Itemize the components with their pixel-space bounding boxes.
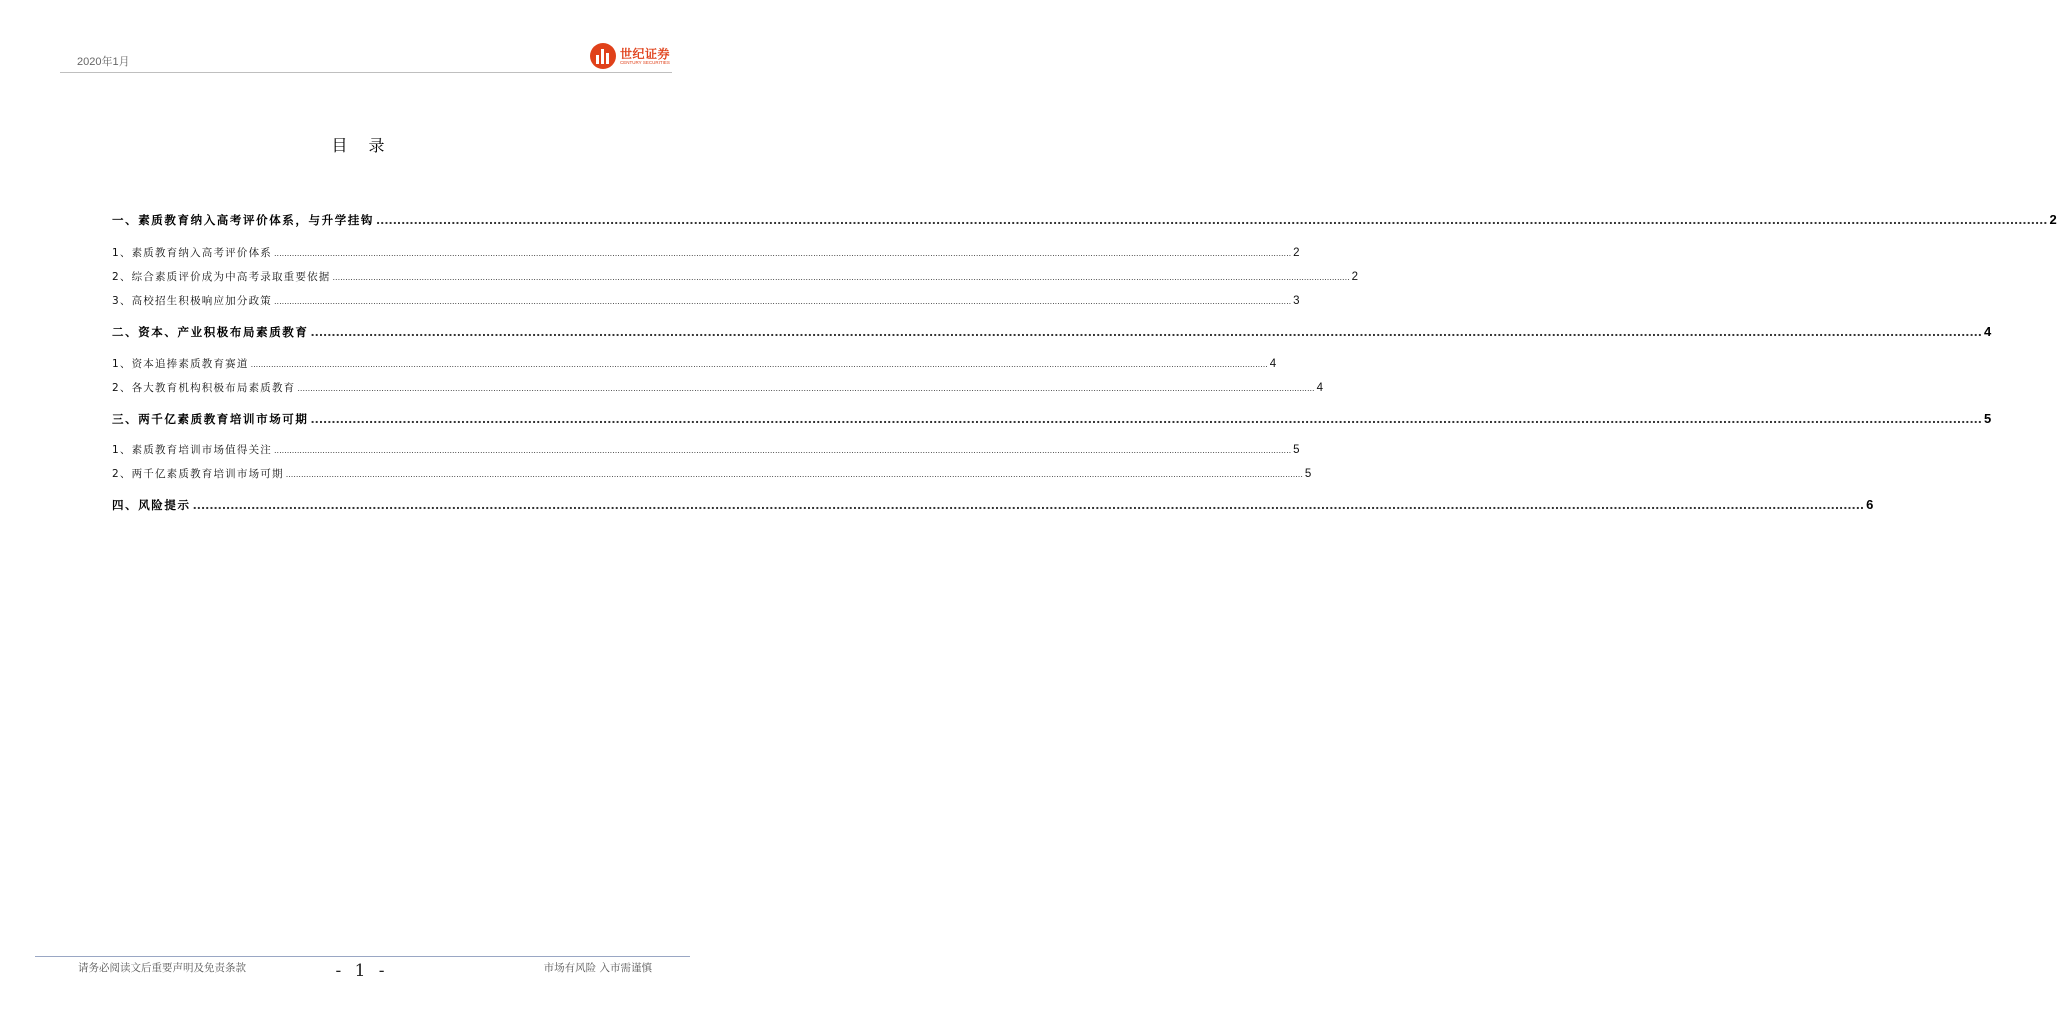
toc-entry-page: 6	[1866, 497, 1874, 512]
toc-entry-label: 2、两千亿素质教育培训市场可期	[112, 468, 284, 480]
toc-entry-page: 3	[1293, 295, 1300, 307]
toc-subsection-entry[interactable]	[112, 380, 1323, 395]
toc-section-entry[interactable]	[112, 324, 1992, 340]
toc-dot-leader: ................................................................................................................................................................................................................................................................................................................................................................................................................	[310, 326, 1982, 339]
toc-entry-label: 2、综合素质评价成为中高考录取重要依据	[112, 271, 331, 283]
logo-subtitle: CENTURY SECURITIES	[620, 60, 670, 65]
toc-entry-page: 5	[1983, 411, 1992, 426]
toc-entry-label: 1、素质教育纳入高考评价体系	[112, 247, 272, 259]
toc-entry-page: 4	[1983, 324, 1992, 339]
toc-section-entry[interactable]	[112, 212, 2057, 228]
toc-dot-leader: ................................................................................................................................................................................................................................................................................................................................................................................................................	[273, 446, 1292, 455]
logo-mark-icon	[590, 43, 616, 69]
toc-entry-label: 3、高校招生积极响应加分政策	[112, 295, 272, 307]
toc-dot-leader: ................................................................................................................................................................................................................................................................................................................................................................................................................	[376, 214, 2048, 227]
toc-entry-page: 5	[1304, 468, 1312, 480]
toc-entry-page: 4	[1316, 382, 1323, 394]
toc-entry-page: 2	[1293, 247, 1300, 259]
toc-entry-page: 2	[2049, 212, 2057, 227]
header-divider	[60, 72, 672, 73]
toc-title: 目 录	[331, 136, 393, 155]
toc-dot-leader: ................................................................................................................................................................................................................................................................................................................................................................................................................	[250, 360, 1268, 369]
toc-entry-page: 4	[1269, 358, 1277, 370]
toc-entry-page: 2	[1351, 271, 1359, 283]
toc-section-entry[interactable]	[112, 497, 1874, 513]
footer-page-number: - 1 -	[335, 961, 389, 981]
toc-entry-label: 三、两千亿素质教育培训市场可期	[112, 412, 309, 426]
toc-subsection-entry[interactable]	[112, 356, 1277, 371]
toc-dot-leader: ................................................................................................................................................................................................................................................................................................................................................................................................................	[273, 249, 1292, 258]
logo-name: 世纪证券	[620, 47, 671, 61]
footer-divider	[35, 956, 690, 957]
toc-dot-leader: ................................................................................................................................................................................................................................................................................................................................................................................................................	[297, 384, 1315, 393]
toc-entry-label: 一、素质教育纳入高考评价体系，与升学挂钩	[112, 213, 374, 227]
toc-subsection-entry[interactable]	[112, 293, 1300, 308]
toc-entry-label: 1、资本追捧素质教育赛道	[112, 358, 249, 370]
toc-dot-leader: ................................................................................................................................................................................................................................................................................................................................................................................................................	[192, 499, 1865, 512]
toc-entry-label: 四、风险提示	[112, 498, 191, 512]
footer-risk-notice: 市场有风险 入市需谨慎	[543, 962, 652, 974]
toc-subsection-entry[interactable]	[112, 442, 1300, 457]
toc-subsection-entry[interactable]	[112, 466, 1312, 481]
company-logo	[590, 43, 680, 71]
toc-dot-leader: ................................................................................................................................................................................................................................................................................................................................................................................................................	[285, 470, 1303, 479]
report-date: 2020年1月	[77, 56, 130, 68]
footer-disclaimer: 请务必阅读文后重要声明及免责条款	[78, 962, 246, 974]
toc-entry-label: 2、各大教育机构积极布局素质教育	[112, 382, 296, 394]
toc-subsection-entry[interactable]	[112, 245, 1300, 260]
toc-dot-leader: ................................................................................................................................................................................................................................................................................................................................................................................................................	[332, 273, 1350, 282]
toc-section-entry[interactable]	[112, 411, 1992, 427]
toc-entry-label: 二、资本、产业积极布局素质教育	[112, 325, 309, 339]
toc-entry-label: 1、素质教育培训市场值得关注	[112, 444, 272, 456]
toc-dot-leader: ................................................................................................................................................................................................................................................................................................................................................................................................................	[310, 413, 1982, 426]
toc-entry-page: 5	[1293, 444, 1300, 456]
toc-dot-leader: ................................................................................................................................................................................................................................................................................................................................................................................................................	[273, 297, 1292, 306]
toc-subsection-entry[interactable]	[112, 269, 1359, 284]
